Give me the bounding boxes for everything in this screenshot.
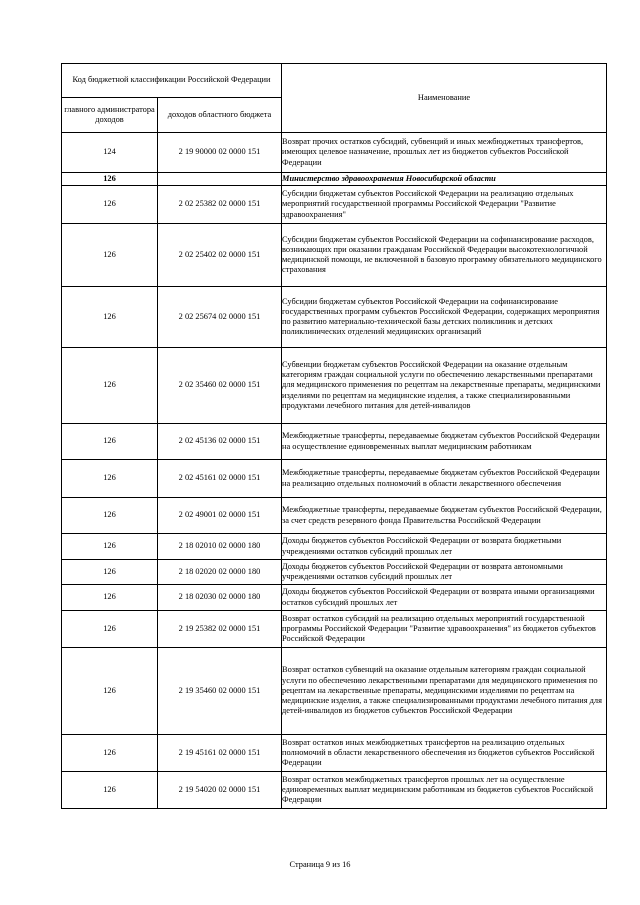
header-name: Наименование <box>282 64 607 133</box>
income-code-cell: 2 19 90000 02 0000 151 <box>158 133 282 173</box>
name-cell: Межбюджетные трансферты, передаваемые бюджетам субъектов Российской Федерации на реализацию отдельных полномочий в области лекарственного обеспечения <box>282 460 607 498</box>
admin-code-cell: 126 <box>62 498 158 534</box>
table-row <box>62 560 607 585</box>
name-cell: Межбюджетные трансферты, передаваемые бюджетам субъектов Российской Федерации на осуществление единовременных выплат медицинским работникам <box>282 424 607 460</box>
name-cell: Доходы бюджетов субъектов Российской Федерации от возврата автономными учреждениями остатков субсидий прошлых лет <box>282 560 607 585</box>
admin-code-cell: 126 <box>62 648 158 735</box>
table-row <box>62 585 607 611</box>
income-code-cell: 2 19 45161 02 0000 151 <box>158 735 282 772</box>
name-cell: Возврат остатков субсидий на реализацию отдельных мероприятий государственной программы Российской Федерации "Развитие здравоохранения" из бюджетов субъектов Российской Федерации <box>282 611 607 648</box>
table-row <box>62 424 607 460</box>
income-code-cell: 2 18 02030 02 0000 180 <box>158 585 282 611</box>
header-budget-code-group: Код бюджетной классификации Российской Федерации <box>62 64 282 98</box>
admin-code-cell: 126 <box>62 287 158 348</box>
table-row <box>62 460 607 498</box>
admin-code-cell: 126 <box>62 173 158 186</box>
income-code-cell: 2 19 25382 02 0000 151 <box>158 611 282 648</box>
income-code-cell: 2 02 45136 02 0000 151 <box>158 424 282 460</box>
name-cell: Субвенции бюджетам субъектов Российской Федерации на оказание отдельным категориям граждан социальной услуги по обеспечению лекарственными препаратами для медицинского применения по рецептам на лекарственные препараты, медицинскими изделиями по рецептам на медицинские изделия, а также специализированными продуктами лечебного питания для детей-инвалидов <box>282 348 607 424</box>
table-row <box>62 735 607 772</box>
name-cell: Возврат остатков иных межбюджетных трансфертов на реализацию отдельных полномочий в области лекарственного обеспечения из бюджетов субъектов Российской Федерации <box>282 735 607 772</box>
income-code-cell: 2 02 45161 02 0000 151 <box>158 460 282 498</box>
admin-code-cell: 126 <box>62 585 158 611</box>
name-cell: Возврат остатков межбюджетных трансфертов прошлых лет на осуществление единовременных выплат медицинским работникам из бюджетов субъектов Российской Федерации <box>282 772 607 809</box>
table-row <box>62 186 607 224</box>
page-number: Страница 9 из 16 <box>289 860 351 869</box>
admin-code-cell: 126 <box>62 735 158 772</box>
table-row <box>62 648 607 735</box>
table-row <box>62 224 607 287</box>
income-code-cell: 2 18 02020 02 0000 180 <box>158 560 282 585</box>
admin-code-cell: 124 <box>62 133 158 173</box>
table-row <box>62 133 607 173</box>
income-code-cell: 2 19 35460 02 0000 151 <box>158 648 282 735</box>
admin-code-cell: 126 <box>62 534 158 560</box>
admin-code-cell: 126 <box>62 560 158 585</box>
table-row <box>62 534 607 560</box>
income-code-cell: 2 02 25382 02 0000 151 <box>158 186 282 224</box>
name-cell: Субсидии бюджетам субъектов Российской Федерации на софинансирование государственных программ субъектов Российской Федерации, содержащих мероприятия по развитию материально-технической базы детских поликлиник и детских поликлинических отделений медицинских организаций <box>282 287 607 348</box>
ministry-section-row <box>62 173 607 186</box>
name-cell: Возврат остатков субвенций на оказание отдельным категориям граждан социальной услуги по обеспечению лекарственными препаратами для медицинского применения по рецептам на лекарственные препараты, медицинскими изделиями по рецептам на медицинские изделия, а также специализированными продуктами лечебного питания для детей-инвалидов из бюджетов субъектов Российской Федерации <box>282 648 607 735</box>
name-cell: Доходы бюджетов субъектов Российской Федерации от возврата бюджетными учреждениями остатков субсидий прошлых лет <box>282 534 607 560</box>
admin-code-cell: 126 <box>62 460 158 498</box>
table-row <box>62 611 607 648</box>
name-cell: Субсидии бюджетам субъектов Российской Федерации на реализацию отдельных мероприятий государственной программы Российской Федерации "Развитие здравоохранения" <box>282 186 607 224</box>
name-cell: Возврат прочих остатков субсидий, субвенций и иных межбюджетных трансфертов, имеющих целевое назначение, прошлых лет из бюджетов субъектов Российской Федерации <box>282 133 607 173</box>
name-cell: Доходы бюджетов субъектов Российской Федерации от возврата иными организациями остатков субсидий прошлых лет <box>282 585 607 611</box>
income-code-cell <box>158 173 282 186</box>
name-cell: Субсидии бюджетам субъектов Российской Федерации на софинансирование расходов, возникающих при оказании гражданам Российской Федерации высокотехнологичной медицинской помощи, не включенной в базовую программу обязательного медицинского страхования <box>282 224 607 287</box>
admin-code-cell: 126 <box>62 424 158 460</box>
income-code-cell: 2 18 02010 02 0000 180 <box>158 534 282 560</box>
admin-code-cell: 126 <box>62 772 158 809</box>
budget-classification-table <box>61 63 607 809</box>
income-code-cell: 2 02 25402 02 0000 151 <box>158 224 282 287</box>
ministry-name-cell: Министерство здравоохранения Новосибирской области <box>282 173 607 186</box>
header-admin-column: главного администратора доходов <box>62 98 158 133</box>
admin-code-cell: 126 <box>62 224 158 287</box>
admin-code-cell: 126 <box>62 348 158 424</box>
header-income-column: доходов областного бюджета <box>158 98 282 133</box>
table-row <box>62 287 607 348</box>
table-row <box>62 348 607 424</box>
income-code-cell: 2 19 54020 02 0000 151 <box>158 772 282 809</box>
table-row <box>62 772 607 809</box>
admin-code-cell: 126 <box>62 186 158 224</box>
income-code-cell: 2 02 35460 02 0000 151 <box>158 348 282 424</box>
income-code-cell: 2 02 49001 02 0000 151 <box>158 498 282 534</box>
name-cell: Межбюджетные трансферты, передаваемые бюджетам субъектов Российской Федерации, за счет средств резервного фонда Правительства Российской Федерации <box>282 498 607 534</box>
income-code-cell: 2 02 25674 02 0000 151 <box>158 287 282 348</box>
table-row <box>62 498 607 534</box>
admin-code-cell: 126 <box>62 611 158 648</box>
